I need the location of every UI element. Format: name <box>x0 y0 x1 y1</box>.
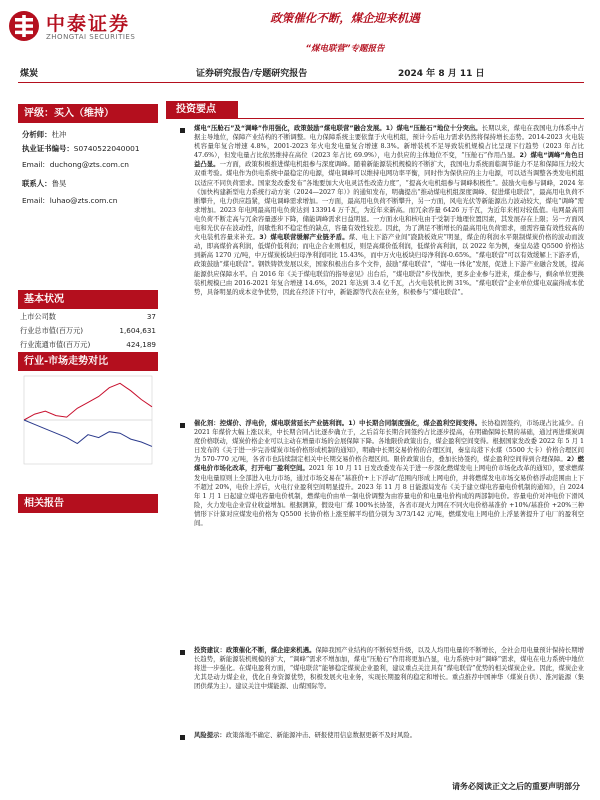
paragraph-body: 政策落地不确定、新能源冲击、研报使用信息数据更新不及时风险。 <box>225 732 417 739</box>
header-divider <box>18 82 584 83</box>
stats-value: 424,189 <box>126 340 156 349</box>
stats-label: 行业流通市值(百万元) <box>20 340 91 349</box>
key-points-divider <box>166 118 584 119</box>
email1-line[interactable] <box>22 160 129 169</box>
bullet-icon <box>180 735 185 740</box>
series-line-1 <box>24 383 152 420</box>
email1-value[interactable]: duchong@zts.com.cn <box>49 160 129 169</box>
cert-line <box>22 143 140 154</box>
email2-label: Email: <box>22 196 45 205</box>
contact-label: 联系人： <box>22 179 52 188</box>
paragraph-lead: 煤电“压舱石”及“调峰”作用强化，政策鼓励“煤电联营”融合发展。1）煤电“压舱石”地位十分突出。 <box>194 125 482 132</box>
related-reports-bar: 相关报告 <box>18 494 158 513</box>
trend-chart-svg <box>18 370 158 470</box>
paragraph-lead: 投资建议：政策催化不断，煤企迎来机遇。 <box>194 647 316 654</box>
contact-line <box>22 178 66 189</box>
key-points-bar: 投资要点 <box>166 101 238 119</box>
paragraph-investment <box>194 646 584 691</box>
trend-chart <box>18 370 158 470</box>
logo-mark-icon <box>8 10 40 42</box>
series-line-2 <box>24 420 152 446</box>
paragraph-risk <box>194 731 584 740</box>
stats-label: 上市公司数 <box>20 312 56 321</box>
rating-bar: 评级：买入（维持） <box>18 104 158 123</box>
basic-status-bar: 基本状况 <box>18 290 158 309</box>
report-type: 证券研究报告/专题研究报告 <box>196 69 308 79</box>
email2-line[interactable] <box>22 196 117 205</box>
paragraph-body: 2021 年 10 月 11 日发改委发布关于进一步深化燃煤发电上网电价市场化改革的通知》，要求燃煤发电电量原则上全部进入电力市场，通过市场交易在“基准价+上下浮动”范围内形成上网电价，并将燃煤发电市场交易价格浮动范围由上下不超过 20%，电价上浮后，火电行业盈利空间明显提升。2023 年 11 月 8 日能源局发布《关于建立煤电容量电价机制的通知》，自 2024 年 1 月 1 日起建立煤电容量电价机制，燃煤电价由单一制电价调整为由容量电价和电量电价构成的两部制电价。容量电价对冲电价下滑风险，火力发电企业营业收益增加。根据测算，假设电厂煤 100%长协签，各省市现火力网在不同火电价格基准价 +10%/基准价 +20%三种情形下计算对应煤发电价格为 Q5500 长协价格上涨至解平均值分别为 3/73/142 元/吨，燃煤发电上网电价上浮显著提升了电厂的盈利空间。 <box>194 465 584 528</box>
paragraph-body: 一方面，政策积极推进煤电机组参与深度调峰。随着新能源装机规模的不断扩大，我国电力系统面临调节能力不足和保障压力较大双重考验。煤电作为供电系统中最稳定的电源，煤电调峰可以维持电网功率平衡，同时作为保供应的主力电源，可以适当调整各类发电机组以适应不同负荷需求。国家发改委发布“各地要加大火电灵活性改造力度”，“提高火电机组参与调峰积极性”。鼓励火电参与调峰，2024 年《加快构建新型电力系统行动方案（2024—2027 年）》的通知发布，明确提出“推动煤电机组深度调峰、促进煤电联营”，最高用电负荷不断攀升，电力供应趋紧，煤电调峰需求增加。一方面，最高用电负荷不断攀升，另一方面，风电光伏等新能源出力波动较大，煤电“调峰”需求增加。2023 年电网最高用电负荷达到 133914 万千瓦，为近年来新高。而冗余容量 6426 万千瓦，为近年来相对较低值。电网最高用电负荷不断走高与冗余容量逐步下降，储能调峰需求日益明显。一方面水电和核电由于受制于地理位置因素，其发展存在上限；另一方面风电和光伏存在波动性，间歇性和不稳定性的缺点，容量有效性较差。因此，为了满足不断增长的最高用电负荷需求，亟需容量有效性较高的火电装机容量来补充。 <box>194 161 584 242</box>
paragraph-lead: 催化剂：控煤价、浮电价，煤电联营延长产业链利润。1）中长期合同制度强化，煤企盈利空间变得。 <box>194 420 482 427</box>
paragraph-lead: 2）煤电“调峰”角色日益凸显。 <box>194 152 584 169</box>
paragraph-body: 长协稳固签约，市场现占比减少。自 2021 年煤价大幅上涨以来，中长期合同占比逐步确立于，之后首年长期合同签约占比逐步提高，在明确保障长期的基础，通过再进煤炭调度价格联动，煤炭价格企业可以主动在增量市场的会展保障下降。各地限价政策出台，煤企盈利空间变得。根据国家发改委 2022 年 5 月 1 日发布的《关于进一步完善煤炭市场价格形成机制的通知》，明确中长期交易价格的合理区间，秦皇岛港下水煤（5500 大卡）价格合理区间为 570-770 元/吨，各省市也陆续制定相关中长期交易价格合理区间。限价政策出台，叠加长协签约，煤企盈利空间得到合理保障。 <box>194 420 584 464</box>
cert-label: 执业证书编号： <box>22 144 74 153</box>
analyst-line <box>22 129 66 140</box>
bullet-icon <box>180 650 185 655</box>
logo-text-en: ZHONGTAI SECURITIES <box>46 33 136 41</box>
stats-value: 37 <box>146 312 156 321</box>
company-logo <box>8 8 160 44</box>
bullet-icon <box>180 423 185 428</box>
cert-number: S0740522040001 <box>73 144 140 153</box>
stats-row <box>20 312 156 322</box>
contact-name: 鲁昊 <box>51 179 67 188</box>
email1-label: Email: <box>22 160 45 169</box>
industry-label: 煤炭 <box>20 69 39 79</box>
report-title: 政策催化不断，煤企迎来机遇 <box>270 11 420 25</box>
stats-row <box>20 340 156 350</box>
paragraph-lead: 2）燃煤电价市场化改革，打开电厂盈利空间。 <box>194 456 584 473</box>
paragraph-lead: 3）煤电联营缓解产业链矛盾。 <box>259 234 349 242</box>
paragraph-catalyst <box>194 419 584 528</box>
report-date: 2024 年 8 月 11 日 <box>398 69 485 79</box>
email2-value[interactable]: luhao@zts.com.cn <box>49 196 118 205</box>
footer-disclaimer: 请务必阅读正文之后的重要声明部分 <box>452 782 580 791</box>
stats-row <box>20 326 156 336</box>
stats-label: 行业总市值(百万元) <box>20 326 84 335</box>
bullet-icon <box>180 128 185 133</box>
paragraph-lead: 风险提示： <box>194 732 226 739</box>
stats-value: 1,604,631 <box>119 326 156 335</box>
logo-text-cn: 中泰证券 <box>46 13 131 35</box>
report-subtitle: “煤电联营”专题报告 <box>305 44 385 54</box>
trend-bar: 行业-市场走势对比 <box>18 352 158 371</box>
paragraph-body: 长期以来，煤电在我国电力体系中占据主导地位，保障产业结构的不断调整。电力保障系统主要依靠于火电机组，预计今后电力需求仍然将保持增长态势。2014-2023 火电装机容量年复合增速 4.8%，2001-2023 年火电发电量复合增速 8.3%。新增装机不足导致装机规模占比呈现下行趋势（2023 年占比 47.6%），但发电量占比依然维持在高位（2023 年占比 69.9%），电力供应的主体地位不变，“压舱石”作用凸显。 <box>194 125 584 160</box>
analyst-label: 分析师： <box>22 130 52 139</box>
paragraph-industry <box>194 124 584 297</box>
analyst-name: 杜冲 <box>51 130 67 139</box>
paragraph-body: 煤、电上下游产业间“跷跷板效应”明显，煤企的利润水平限制煤炭价格的波动而波动，即高煤价高利润，低煤价低利润；而电企合业则相反，则是高煤价低利润，低煤价高利润，以 2022 年为例，秦皇岛港 Q5500 价格达到新高 1270 元/吨，中万煤炭板块归母净利润同比 15.43%，而中万火电板块归母净利润-0.65%。“煤电联营”可以有效缓解上下游矛盾，政策鼓励“煤电联营”。钢铁铸铁发展以来，国家积极出台多个文件，鼓励“煤电联营”，“煤电一体化”发展，促进上下游产业融合发展，提高能源供应保障水平。自 2016 年《关于煤电联营的指导意见》出台后，“煤电联营”步伐加快，更多企业参与进来，煤企参与，剩余单位更换装机规模已由 2016-2021 年复合增速 14.6%，2021 年达到 3.4 亿千瓦，占火电装机比例 31%。“煤电联营”企业单位煤电双赢得成本优势，具备明显的成本竞争优势，因此在经济下行中，新能源等代表在业务，积极参与“煤电联营”。 <box>194 234 584 296</box>
paragraph-body: 保障我国产业结构的不断转型升级，以及人均用电量的不断增长，全社会用电量预计保持长期增长趋势，新能源装机规模的扩大，“调峰”需求不增加加，煤电“压舱石”作用将更加凸显，电力系统中对“调峰”需求，煤电在电力系统中地位将进一步强化。在煤电盈利方面，“煤电联营”能够稳定煤炭企业盈利，建议重点关注具有“煤电联营”优势的相关煤炭企业。因此，煤炭企业尤其是动力煤企业，优化自身资源优势，积极发展火电业务，实现长期盈利的稳定和增长。重点推荐中国神华（煤炭自供）、淮河能源（集团供煤为主）。建议关注中煤能源、山煤国际等。 <box>194 647 584 691</box>
